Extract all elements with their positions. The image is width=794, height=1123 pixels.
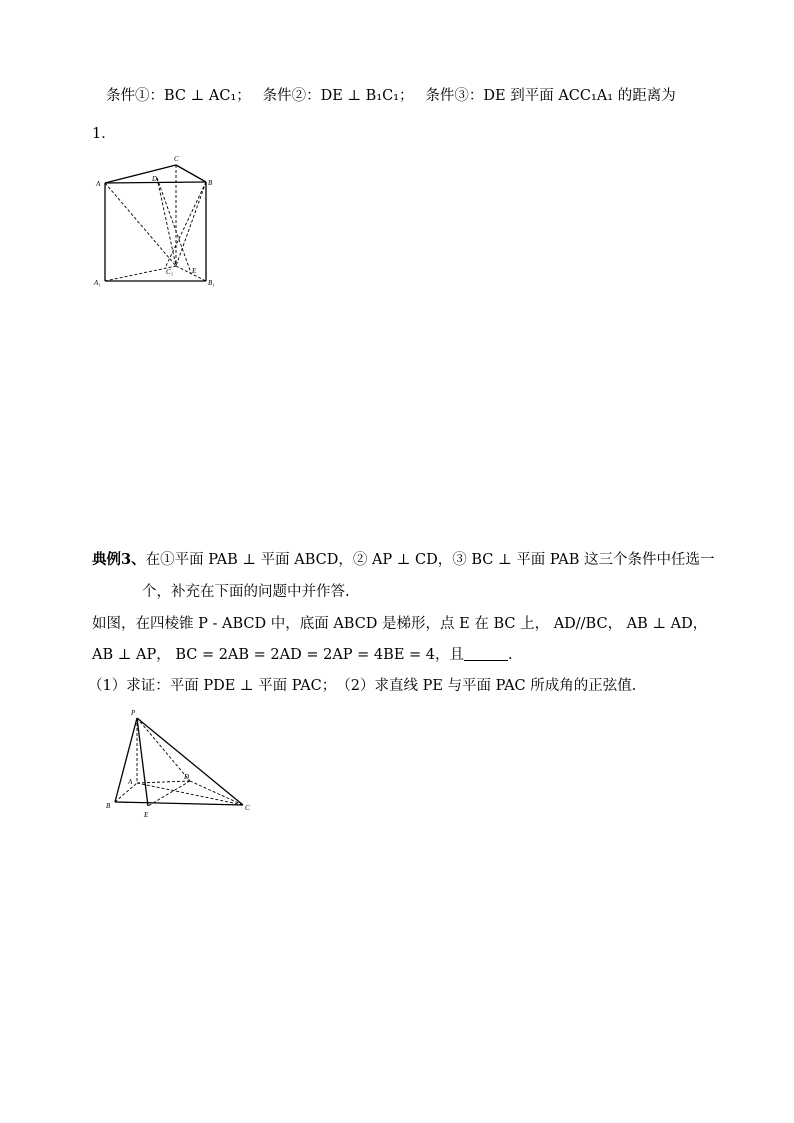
label-C2: C [245,804,250,812]
example3-line4-end: . [508,647,513,663]
label-D2: D [184,773,190,781]
conditions-line-end: 1． [92,126,116,142]
label-A1: A₁ [94,279,101,287]
label-B: B [208,179,213,187]
label-C1: C₁ [166,268,174,276]
label-E: E [192,267,197,275]
label-P: P [131,709,136,717]
example3-line3: 如图，在四棱锥 P - ABCD 中，底面 ABCD 是梯形，点 E 在 BC 上， AD//BC， AB ⊥ AD， [92,616,708,632]
label-C: C [174,155,179,163]
label-A: A [96,180,101,188]
conditions-line: 条件①：BC ⊥ AC₁； 条件②：DE ⊥ B₁C₁； 条件③：DE 到平面 ACC₁A₁ 的距离为 [106,88,676,104]
example3-heading: 典例3、 [92,551,146,568]
label-B2: B [106,802,111,810]
label-B1: B₁ [208,279,215,287]
label-D: D [152,175,158,183]
example3-questions: （1）求证：平面 PDE ⊥ 平面 PAC； （2）求直线 PE 与平面 PAC 所成角的正弦值. [88,678,637,694]
example3-line4-text: AB ⊥ AP， BC = 2AB = 2AD = 2AP = 4BE = 4，且 [92,647,464,663]
example3-line1-text: 在①平面 PAB ⊥ 平面 ABCD，② AP ⊥ CD，③ BC ⊥ 平面 PAB 这三个条件中任选一 [145,552,715,568]
example3-line2: 个，补充在下面的问题中并作答. [142,584,350,600]
label-A2: A [128,778,133,786]
label-E2: E [144,811,149,819]
